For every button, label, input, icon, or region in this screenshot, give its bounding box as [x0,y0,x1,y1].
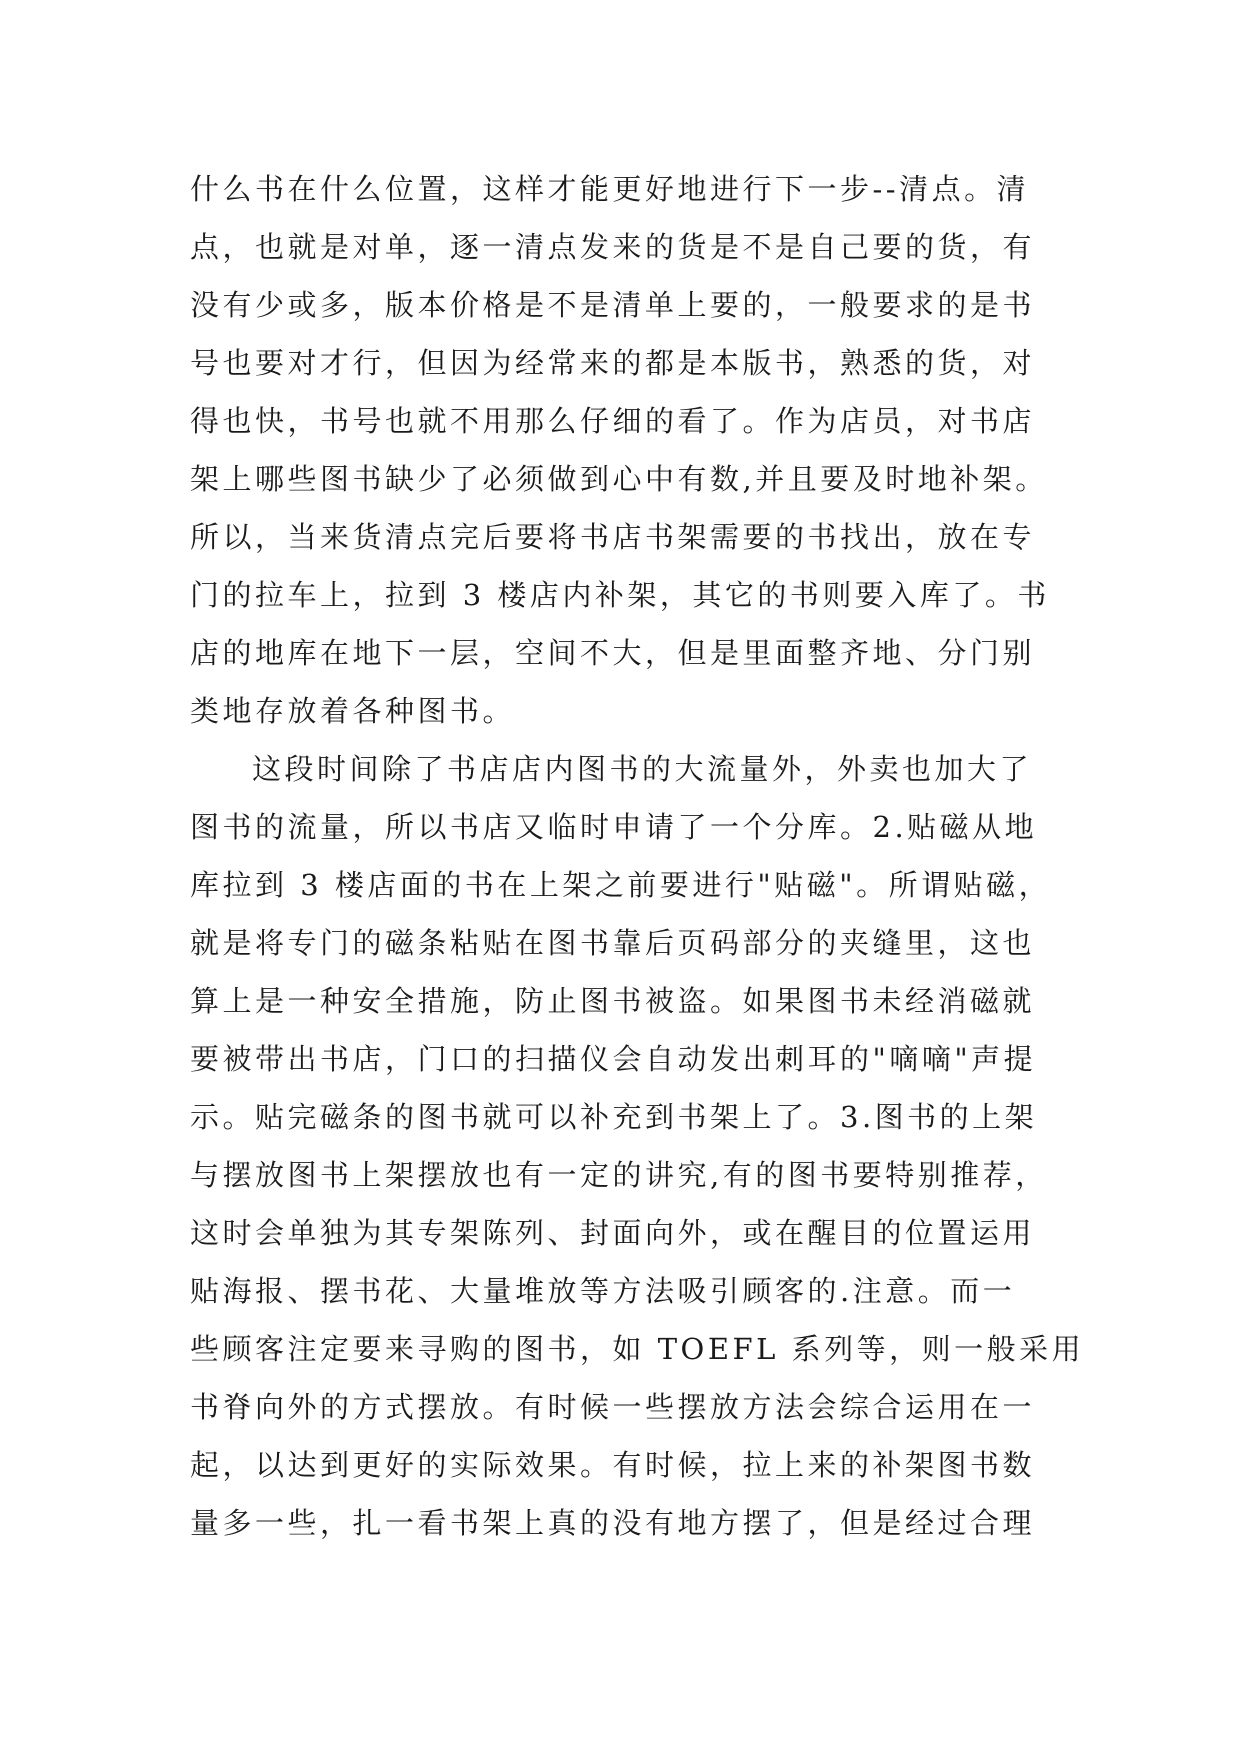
text-line: 号也要对才行，但因为经常来的都是本版书，熟悉的货，对 [190,346,1036,380]
text-line: 与摆放图书上架摆放也有一定的讲究,有的图书要特别推荐， [190,1158,1048,1192]
text-line: 就是将专门的磁条粘贴在图书靠后页码部分的夹缝里，这也 [190,926,1036,960]
text-line: 些顾客注定要来寻购的图书，如 TOEFL 系列等，则一般采用 [190,1332,1085,1366]
text-line: 示。贴完磁条的图书就可以补充到书架上了。3.图书的上架 [190,1100,1038,1134]
text-line: 要被带出书店，门口的扫描仪会自动发出刺耳的"嘀嘀"声提 [190,1042,1037,1076]
text-line: 没有少或多，版本价格是不是清单上要的，一般要求的是书 [190,288,1036,322]
text-line: 库拉到 3 楼店面的书在上架之前要进行"贴磁"。所谓贴磁， [190,868,1052,902]
text-line: 图书的流量，所以书店又临时申请了一个分库。2.贴磁从地 [190,810,1038,844]
text-line: 这时会单独为其专架陈列、封面向外，或在醒目的位置运用 [190,1216,1036,1250]
text-line: 店的地库在地下一层，空间不大，但是里面整齐地、分门别 [190,636,1036,670]
body-text [190,160,1085,1552]
text-line: 所以，当来货清点完后要将书店书架需要的书找出，放在专 [190,520,1036,554]
paragraph-start-line: 这段时间除了书店店内图书的大流量外，外卖也加大了 [252,752,1033,786]
text-line: 得也快，书号也就不用那么仔细的看了。作为店员，对书店 [190,404,1036,438]
text-line: 门的拉车上，拉到 3 楼店内补架，其它的书则要入库了。书 [190,578,1050,612]
text-line: 贴海报、摆书花、大量堆放等方法吸引顾客的.注意。而一 [190,1274,1016,1308]
text-line: 点，也就是对单，逐一清点发来的货是不是自己要的货，有 [190,230,1036,264]
text-line: 起，以达到更好的实际效果。有时候，拉上来的补架图书数 [190,1448,1036,1482]
text-line: 类地存放着各种图书。 [190,694,516,728]
text-line: 架上哪些图书缺少了必须做到心中有数,并且要及时地补架。 [190,462,1048,496]
text-line: 算上是一种安全措施，防止图书被盗。如果图书未经消磁就 [190,984,1036,1018]
text-line: 书脊向外的方式摆放。有时候一些摆放方法会综合运用在一 [190,1390,1036,1424]
text-line: 量多一些，扎一看书架上真的没有地方摆了，但是经过合理 [190,1506,1036,1540]
text-line: 什么书在什么位置，这样才能更好地进行下一步--清点。清 [190,172,1030,206]
